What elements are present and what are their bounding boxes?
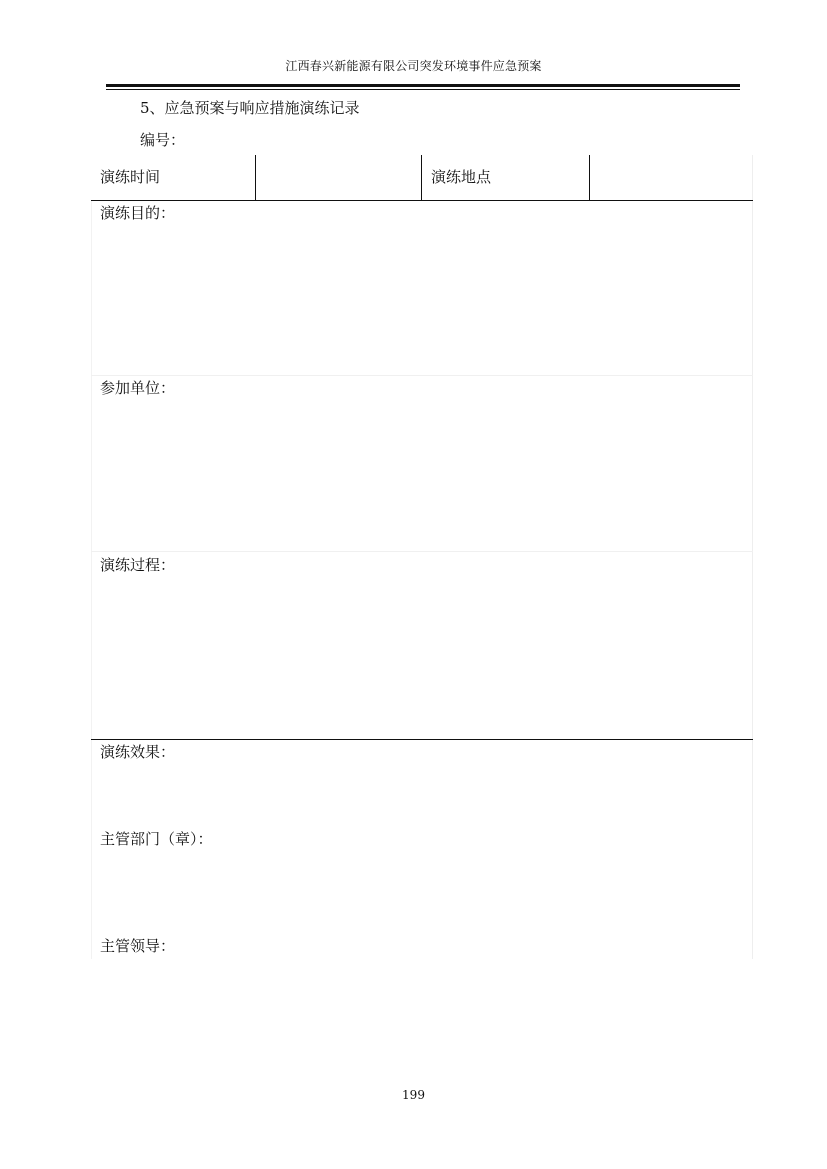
divider bbox=[91, 739, 753, 740]
drill-location-label: 演练地点 bbox=[421, 155, 589, 200]
table-left-edge bbox=[91, 200, 92, 959]
participants-label: 参加单位： bbox=[100, 379, 176, 397]
drill-time-label: 演练时间 bbox=[100, 168, 161, 186]
header-rule-thin bbox=[106, 89, 740, 90]
divider bbox=[91, 551, 753, 552]
drill-info-row bbox=[91, 155, 753, 201]
supervising-leader-label: 主管领导： bbox=[100, 937, 176, 955]
drill-effect-label: 演练效果： bbox=[100, 743, 176, 761]
drill-purpose-label: 演练目的： bbox=[100, 204, 176, 222]
drill-location-field[interactable] bbox=[589, 155, 753, 200]
page-number: 199 bbox=[402, 1088, 425, 1102]
section-title: 5、应急预案与响应措施演练记录 bbox=[140, 99, 360, 117]
divider bbox=[91, 375, 753, 376]
running-header: 江西春兴新能源有限公司突发环境事件应急预案 bbox=[285, 59, 542, 73]
serial-number-label: 编号： bbox=[140, 131, 186, 149]
drill-record-form bbox=[91, 155, 753, 959]
drill-time-field[interactable] bbox=[255, 155, 421, 200]
drill-process-label: 演练过程： bbox=[100, 556, 176, 574]
department-seal-label: 主管部门（章）： bbox=[100, 830, 213, 848]
table-right-edge bbox=[752, 155, 753, 959]
header-rule bbox=[106, 84, 740, 87]
